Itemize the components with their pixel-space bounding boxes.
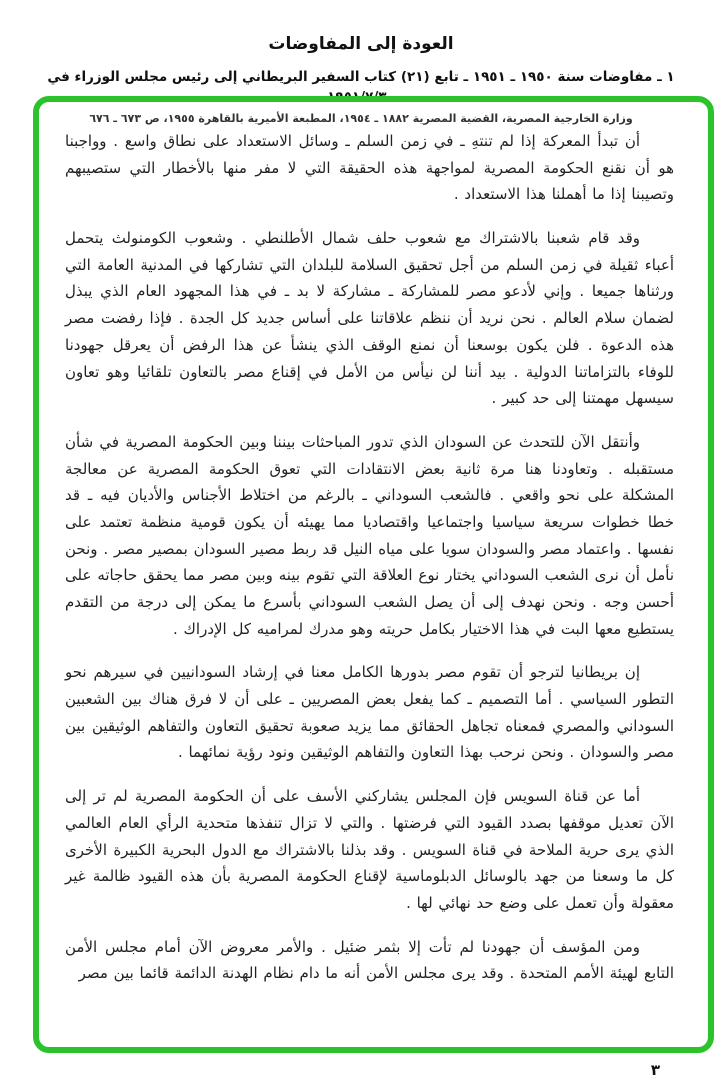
document-subtitle: ١ ـ مفاوضات سنة ١٩٥٠ ـ ١٩٥١ ـ تابع (٢١) كتاب السفير البريطاني إلى رئيس مجلس الوزراء في ١٩٥١/٧/٣٠	[47, 69, 675, 105]
highlight-border-box	[33, 96, 714, 1053]
document-source-citation: وزارة الخارجية المصرية، القضية المصرية ١٨٨٢ ـ ١٩٥٤، المطبعة الأميرية بالقاهرة ١٩٥٥، ص ٦٧٣ ـ ٦٧٦	[89, 112, 633, 126]
paragraph: أما عن قناة السويس فإن المجلس يشاركني الأسف على أن الحكومة المصرية لم تر إلى الآن تعديل موقفها بصدد القيود التي فرضتها . والتي لا تزال تنفذها متحدية الرأي العام العالمي الذي يرى حرية الملاحة في قناة السويس . وقد بذلنا بالاشتراك مع الدول البحرية الكبيرة الأخرى كل ما وسعنا من جهد بالوسائل الدبلوماسية لإقناع الحكومة المصرية بأن هذه القيود ظالمة غير معقولة وأن تعمل على وضع حد نهائي لها .	[65, 787, 674, 912]
document-body	[65, 128, 674, 987]
document-title: العودة إلى المفاوضات	[268, 34, 454, 54]
paragraph: وأنتقل الآن للتحدث عن السودان الذي تدور المباحثات بيننا وبين الحكومة المصرية في شأن مستقبله . وتعاودنا هنا مرة ثانية بعض الانتقادات التي تعوق الحكومة المصرية عن معالجة المشكلة على نحو واقعي . فالشعب السوداني ـ بالرغم من اختلاط الأجناس والأديان فيه ـ قد خطا خطوات سريعة سياسيا واجتماعيا واقتصاديا مما يهيئه أن يكون قومية منظمة تعتمد على نفسها . واعتماد مصر والسودان سويا على مياه النيل قد ربط مصير السودان بمصير مصر . ونحن نأمل أن نرى الشعب السوداني يختار نوع العلاقة التي تقوم بينه وبين مصر مما يحقق حاجاته على أحسن وجه . ونحن نهدف إلى أن يصل الشعب السوداني بأسرع ما يمكن إلى درجة من التقدم يستطيع معها البت في هذا الاختيار بكامل حريته وهو مدرك لمراميه كل الإدراك .	[65, 432, 674, 638]
paragraph: ومن المؤسف أن جهودنا لم تأت إلا بثمر ضئيل . والأمر معروض الآن أمام مجلس الأمن التابع لهيئة الأمم المتحدة . وقد يرى مجلس الأمن أنه ما دام نظام الهدنة الدائمة قائما بين مصر	[65, 937, 674, 983]
paragraph: وقد قام شعبنا بالاشتراك مع شعوب حلف شمال الأطلنطي . وشعوب الكومنولث يتحمل أعباء ثقيلة في زمن السلم من أجل تحقيق السلامة للبلدان التي تشاركها في المدنية العامة التي ورثناها جميعا . وإني لأدعو مصر للمشاركة ـ مشاركة لا بد ـ في هذا المجهود العام الذي يبذل لضمان سلام العالم . نحن نريد أن ننظم علاقاتنا على أساس جديد كل الجدة . فإذا رفضت مصر هذه الدعوة . فلن يكون بوسعنا أن نمنع الوقف الذي ينشأ عن هذا الرفض أن يعرقل جهودنا للوفاء بالتزاماتنا الدولية . بيد أننا لن نيأس من الأمل في إقناع مصر بالتعاون تلقائيا وهو تعاون سيسهل مهمتنا إلى حد كبير .	[65, 229, 674, 408]
paragraph: إن بريطانيا لترجو أن تقوم مصر بدورها الكامل معنا في إرشاد السودانيين في سيرهم نحو التطور السياسي . أما التصميم ـ كما يفعل بعض المصريين ـ على أن لا فرق هناك بين الشعبين السوداني والمصري فمعناه تجاهل الحقائق مما يزيد صعوبة تحقيق التعاون والتفاهم الوثيقين بين مصر والسودان . ونحن نرحب بهذا التعاون والتفاهم الوثيقين ونود رؤية نمائهما .	[65, 663, 674, 762]
page-number: ٣	[650, 1061, 660, 1079]
paragraph: أن تبدأ المعركة إذا لم تنتهِ ـ في زمن السلم ـ وسائل الاستعداد على نطاق واسع . وواجبنا هو أن نقنع الحكومة المصرية لمواجهة هذه الحقيقة التي لا مفر منها بالأخطار التي ستصيبهم وتصيبنا إذا ما أهملنا هذا الاستعداد .	[65, 132, 674, 204]
